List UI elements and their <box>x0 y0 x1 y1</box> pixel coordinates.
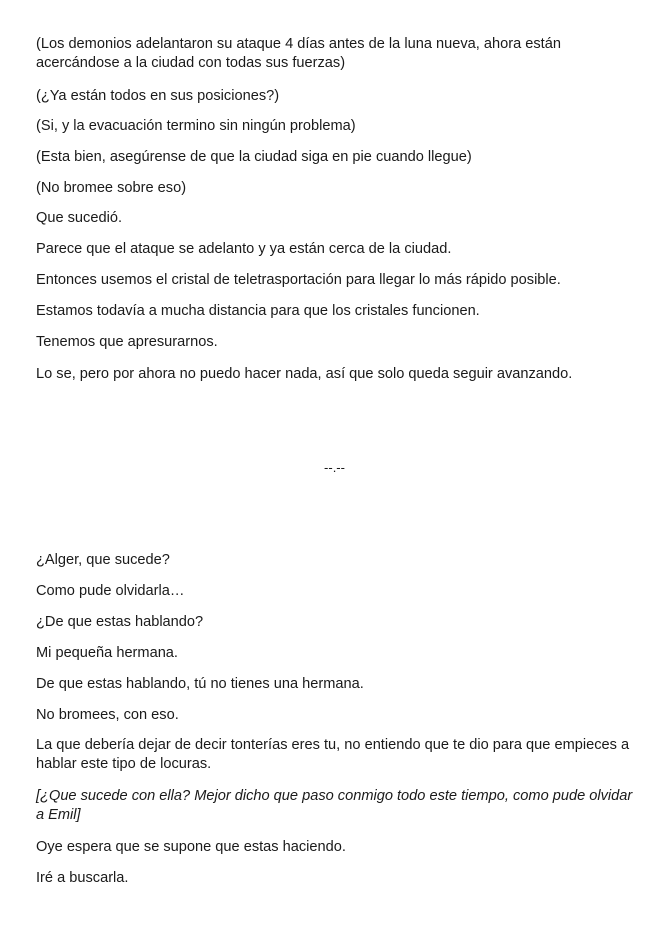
paragraph: Parece que el ataque se adelanto y ya están cerca de la ciudad. <box>36 241 452 257</box>
paragraph: (Si, y la evacuación termino sin ningún problema) <box>36 118 356 134</box>
paragraph: Tenemos que apresurarnos. <box>36 334 218 350</box>
paragraph: Lo se, pero por ahora no puedo hacer nada, así que solo queda seguir avanzando. <box>36 366 573 382</box>
paragraph: Que sucedió. <box>36 210 122 226</box>
paragraph: No bromees, con eso. <box>36 707 179 723</box>
paragraph: La que debería dejar de decir tonterías eres tu, no entiendo que te dio para que empieces a hablar este tipo de locuras. <box>36 737 630 772</box>
paragraph: (No bromee sobre eso) <box>36 180 187 196</box>
paragraph: ¿De que estas hablando? <box>36 614 204 630</box>
paragraph: (Los demonios adelantaron su ataque 4 días antes de la luna nueva, ahora están acercándose a la ciudad con todas sus fuerzas) <box>36 36 561 71</box>
paragraph: Estamos todavía a mucha distancia para que los cristales funcionen. <box>36 303 480 319</box>
paragraph: Mi pequeña hermana. <box>36 645 178 661</box>
paragraph: Oye espera que se supone que estas haciendo. <box>36 839 346 855</box>
paragraph-italic-thought: [¿Que sucede con ella? Mejor dicho que paso conmigo todo este tiempo, como pude olvidar a Emil] <box>36 788 633 823</box>
paragraph: Como pude olvidarla… <box>36 583 185 599</box>
paragraph: Entonces usemos el cristal de teletrasportación para llegar lo más rápido posible. <box>36 272 561 288</box>
section-separator: --.-- <box>324 460 345 475</box>
paragraph: (¿Ya están todos en sus posiciones?) <box>36 88 280 104</box>
paragraph: ¿Alger, que sucede? <box>36 552 170 568</box>
paragraph: (Esta bien, asegúrense de que la ciudad siga en pie cuando llegue) <box>36 149 472 165</box>
paragraph: Iré a buscarla. <box>36 870 129 886</box>
paragraph: De que estas hablando, tú no tienes una hermana. <box>36 676 364 692</box>
